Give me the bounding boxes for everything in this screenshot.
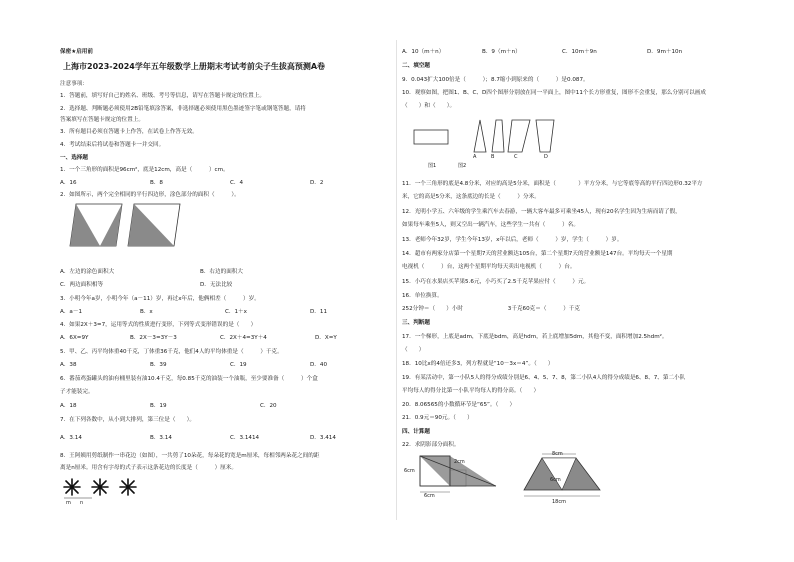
q8-option-d: D．9m＋10n [647,49,683,55]
q2-option-a: A．左边的涂色面积大 [60,269,115,275]
q4-option-d: D．X=Y [315,335,337,341]
q4-option-b: B．2X－3=3Y－3 [130,335,177,341]
q8-flower-border-figure [62,476,142,504]
q5-option-b: B．39 [150,362,167,368]
q5-option-a: A．38 [60,362,77,368]
fig2-mid-label: 6cm [550,477,561,483]
shape-label-a: A [473,154,477,160]
q8-option-a: A．10（m＋n） [402,49,445,55]
q6-option-b: B．19 [150,403,167,409]
question-10-cont: （ ）和（ ）。 [402,103,456,109]
question-19: 19．有某活动中，第一小队5人的得分成绩分别是6、4、5、7、8，第二小队4人的得分成绩是6、8、7、第二小队 [402,375,686,381]
q8-label-n: n [80,500,84,506]
column-divider [396,40,397,520]
question-16: 16．单位换算。 [402,293,443,299]
q5-option-c: C．19 [230,362,247,368]
fig1-left-label: 6cm [404,468,415,474]
section3-heading: 三、判断题 [402,320,430,326]
q8-option-c: C．10m＋9n [562,49,597,55]
question-9: 9．0.043扩大100倍是（ ）；8.7缩小到原来的（ ）是0.087。 [402,77,589,83]
q2-option-b: B．右边的面积大 [200,269,243,275]
question-17: 17．一个梯形，上底是adm，下底是bdm，高是hdm，若上底增加5dm，其他不变，面积增加2.5hdm²。 [402,334,668,340]
question-19-cont: 平均每人的得分比第一小队平均每人的得分高。（ ） [402,388,540,394]
question-8-cont: 离是n厘米。用含有字母的式子表示这条花边的长度是（ ）厘米。 [60,465,237,471]
section2-heading: 二、填空题 [402,63,430,69]
question-6-cont: 子才能装完。 [60,389,94,395]
shape-label-c: C [514,154,518,160]
q2-option-d: D．无法比较 [200,282,233,288]
q5-option-d: D．40 [310,362,328,368]
question-6: 6．番茄鸡蛋罐头的油有桶里装有油10.4千克，每0.85千克的油装一个油瓶，至少要准备（ ）个盒 [60,376,318,382]
question-14: 14．超市有两家分店第一个星期7天的营业额达105台，第二个星期7天的营业额是147台。平均每天一个星期 [402,251,673,257]
q1-option-d: D．2 [310,180,324,186]
question-14-cont: 电视机（ ）台，这两个星期平均每天卖出电视机（ ）台。 [402,264,576,270]
shape-label-b: B [491,154,495,160]
question-1: 1．一个三角形的面积是96cm²，底是12cm，高是（ ）cm。 [60,167,229,173]
question-12: 12．光明小学五、六年级的学生乘汽车去春游，一辆大客车最多可乘坐45人，现有20名学生因为生病而请了假， [402,209,681,215]
paper-title: 上海市2023-2024学年五年级数学上册期末考试考前尖子生拔高预测A卷 [63,62,326,71]
q4-option-a: A．6X=9Y [60,335,89,341]
question-12-cont: 如果每车乘坐5人，则又空出一辆汽车，这些学生一共有（ ）名。 [402,222,579,228]
fig2-bottom-label: 18cm [552,499,566,505]
q3-option-d: D．11 [310,309,328,315]
question-17-bracket: （ ） [402,347,425,353]
notice-item: 2．选择题、判断题必须使用2B铅笔填涂答案，非选择题必须使用黑色墨迹签字笔或钢笔答题，请将 [60,106,306,112]
q6-option-c: C．20 [260,403,277,409]
question-10: 10．观察如图，把图1、B、C、D四个图形分别放在同一平面上，图中11个长方形重复，图形不会重复，那么分别可以画成 [402,90,706,96]
figure-2-caption: 图2 [458,163,467,169]
q4-option-c: C．2X＋4=3Y＋4 [220,335,267,341]
notice-item: 答案填写在答题卡规定的位置上。 [60,117,144,123]
fig1-top-label: 2cm [454,459,465,465]
question-16-line: 252分钟＝（ ）小时 3千克60克＝（ ）千克 [402,306,580,312]
q7-option-a: A．3.14 [60,435,82,441]
q8-option-b: B．9（m＋n） [482,49,521,55]
question-2: 2．如图所示，两个完全相同的平行四边形，涂色部分的面积（ ）。 [60,192,240,198]
q1-option-c: C．4 [230,180,244,186]
section1-heading: 一、选择题 [60,155,88,161]
q3-option-a: A．a－1 [60,309,83,315]
q6-option-a: A．18 [60,403,77,409]
question-5: 5．甲、乙、丙平均体重40千克，丁体重36千克，他们4人的平均体重是（ ）千克。 [60,349,283,355]
question-18: 18．10比x的4倍还多3，列方程就是“10－3x＝4”。（ ） [402,361,554,367]
question-21: 21．0.9元＝90元。（ ） [402,415,473,421]
question-4: 4．如果2X＋3=7，运用等式的性质进行变形，下列等式变形错误的是（ ） [60,322,257,328]
question-20: 20．8.06565的小数循环节是“65”。（ ） [402,402,516,408]
question-11: 11．一个三角形的底是4.8分米，对应的高是5分米，面积是（ ）平方分米，与它等底等高的平行四边形0.32平方 [402,181,703,187]
question-22: 22．求阴影部分面积。 [402,442,460,448]
shape-label-d: D [544,154,548,160]
q1-option-a: A．16 [60,180,77,186]
q2-parallelograms-figure [68,202,188,256]
notice-item: 1．答题前，填写好自己的姓名、班级、考号等信息，请写在答题卡规定的位置上。 [60,93,265,99]
question-8: 8．王阿姨用剪纸制作一串花边（如图），一共剪了10朵花，每朵花的宽是m厘米，每相邻两朵花之间的距 [60,453,320,459]
q8-label-m: m [66,500,71,506]
q1-option-b: B．8 [150,180,163,186]
q2-option-c: C．两边面积相等 [60,282,104,288]
q7-option-d: D．3.414 [310,435,336,441]
question-3: 3．小明今年a岁，小明今年（a－11）岁，再过x年后，他俩相差（ ）岁。 [60,296,260,302]
question-15: 15．小巧在水果店买苹果5.6元，小巧买了2.5千克苹果应付（ ）元。 [402,279,590,285]
fig1-bottom-label: 6cm [424,493,435,499]
notice-item: 3．所有题目必须在答题卡上作答，在试卷上作答无效。 [60,129,198,135]
fig2-top-label: 8cm [552,451,563,457]
q22-figure-2 [520,452,610,504]
q7-option-b: B．3.14 [150,435,172,441]
section4-heading: 四、计算题 [402,429,430,435]
question-7: 7．在下列各数中，从小到大排列，第三位是（ ）。 [60,417,196,423]
notice-item: 4．考试结束后将试卷和答题卡一并交回。 [60,142,165,148]
figure-1-caption: 图1 [428,163,437,169]
secret-label: 保密★启用前 [60,49,93,55]
question-13: 13．老师今年32岁，学生今年13岁，x年以后，老师（ ）岁，学生（ ）岁。 [402,237,623,243]
q3-option-b: B．x [140,309,153,315]
q7-option-c: C．3.1414 [230,435,260,441]
q3-option-c: C．1＋x [225,309,247,315]
question-11-cont: 米，它的高是5分米，这条底边的长是（ ）分米。 [402,194,540,200]
notice-heading: 注意事项： [60,81,88,87]
